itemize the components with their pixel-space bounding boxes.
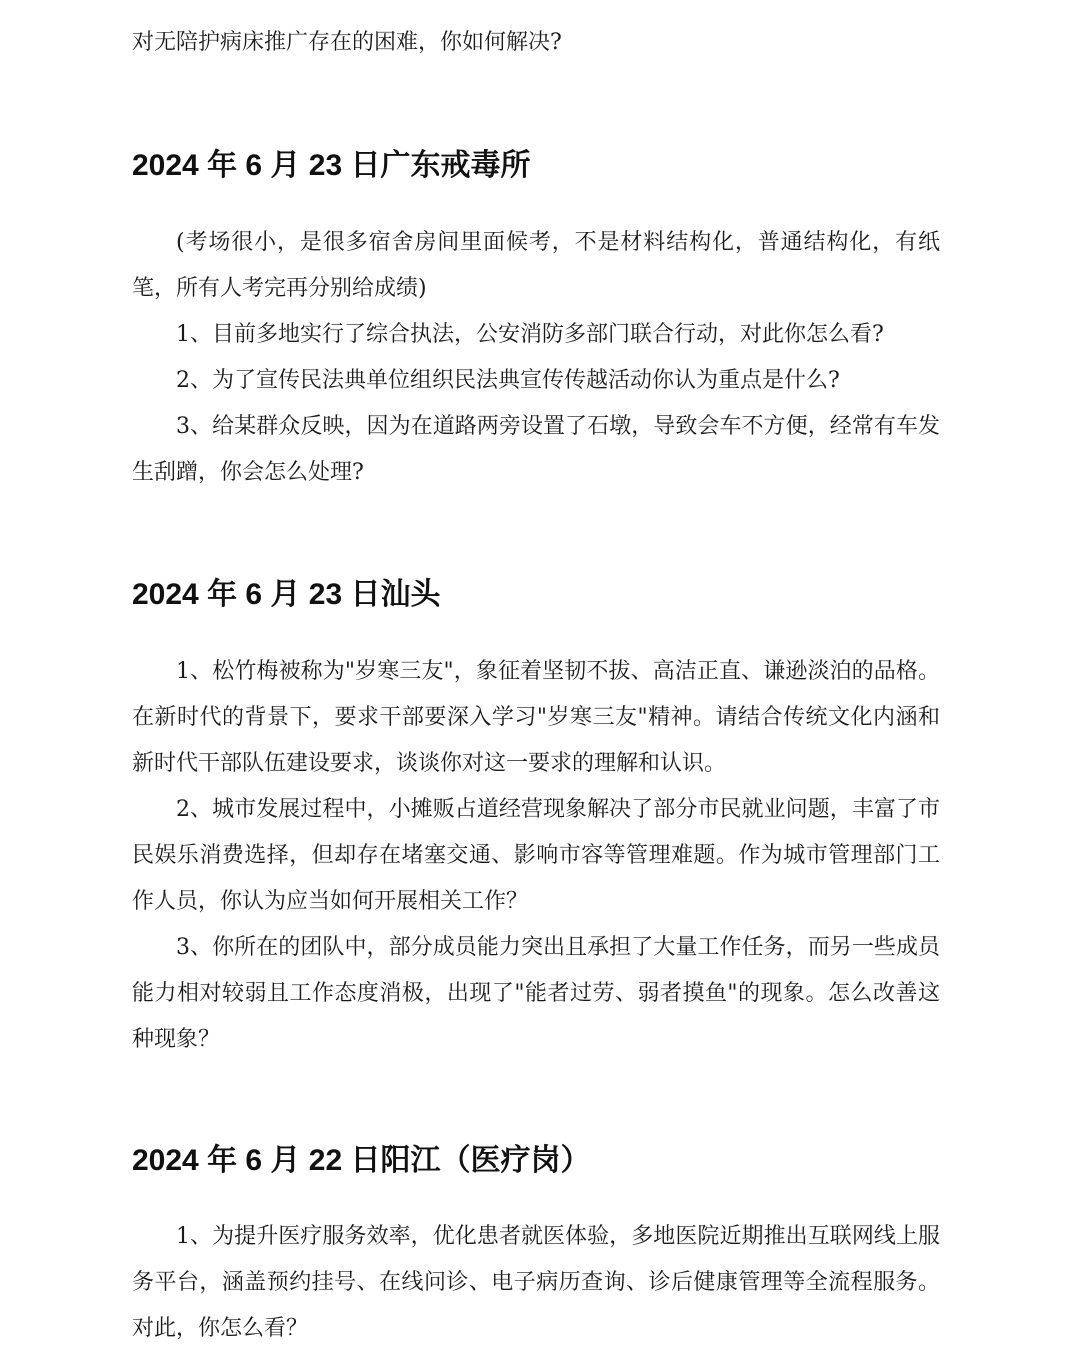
question-paragraph: 3、给某群众反映，因为在道路两旁设置了石墩，导致会车不方便，经常有车发生刮蹭，你会怎么处理? [132,414,940,485]
intro-paragraph: 对无陪护病床推广存在的困难，你如何解决? [132,30,562,55]
exam-note-paragraph: (考场很小，是很多宿舍房间里面候考，不是材料结构化，普通结构化，有纸笔，所有人考完再分别给成绩) [132,230,940,301]
section-heading-shantou: 2024 年 6 月 23 日汕头 [132,578,441,611]
section-heading-yangjiang: 2024 年 6 月 22 日阳江（医疗岗） [132,1144,591,1177]
question-paragraph: 2、城市发展过程中，小摊贩占道经营现象解决了部分市民就业问题，丰富了市民娱乐消费选择，但却存在堵塞交通、影响市容等管理难题。作为城市管理部门工作人员，你认为应当如何开展相关工作？ [132,797,940,914]
question-paragraph: 3、你所在的团队中，部分成员能力突出且承担了大量工作任务，而另一些成员能力相对较弱且工作态度消极，出现了"能者过劳、弱者摸鱼"的现象。怎么改善这种现象？ [132,935,940,1052]
question-paragraph: 2、为了宣传民法典单位组织民法典宣传传越活动你认为重点是什么? [176,368,840,393]
question-paragraph: 1、目前多地实行了综合执法，公安消防多部门联合行动，对此你怎么看? [176,322,884,347]
section-body-guangdong [132,220,940,496]
section-body-yangjiang [132,1214,940,1352]
section-heading-guangdong: 2024 年 6 月 23 日广东戒毒所 [132,149,531,182]
section-body-shantou [132,649,940,1063]
question-paragraph: 1、为提升医疗服务效率，优化患者就医体验，多地医院近期推出互联网线上服务平台，涵盖预约挂号、在线问诊、电子病历查询、诊后健康管理等全流程服务。对此，你怎么看？ [132,1224,940,1341]
question-paragraph: 1、松竹梅被称为"岁寒三友"，象征着坚韧不拔、高洁正直、谦逊淡泊的品格。在新时代的背景下，要求干部要深入学习"岁寒三友"精神。请结合传统文化内涵和新时代干部队伍建设要求，谈谈你对这一要求的理解和认识。 [132,659,940,776]
